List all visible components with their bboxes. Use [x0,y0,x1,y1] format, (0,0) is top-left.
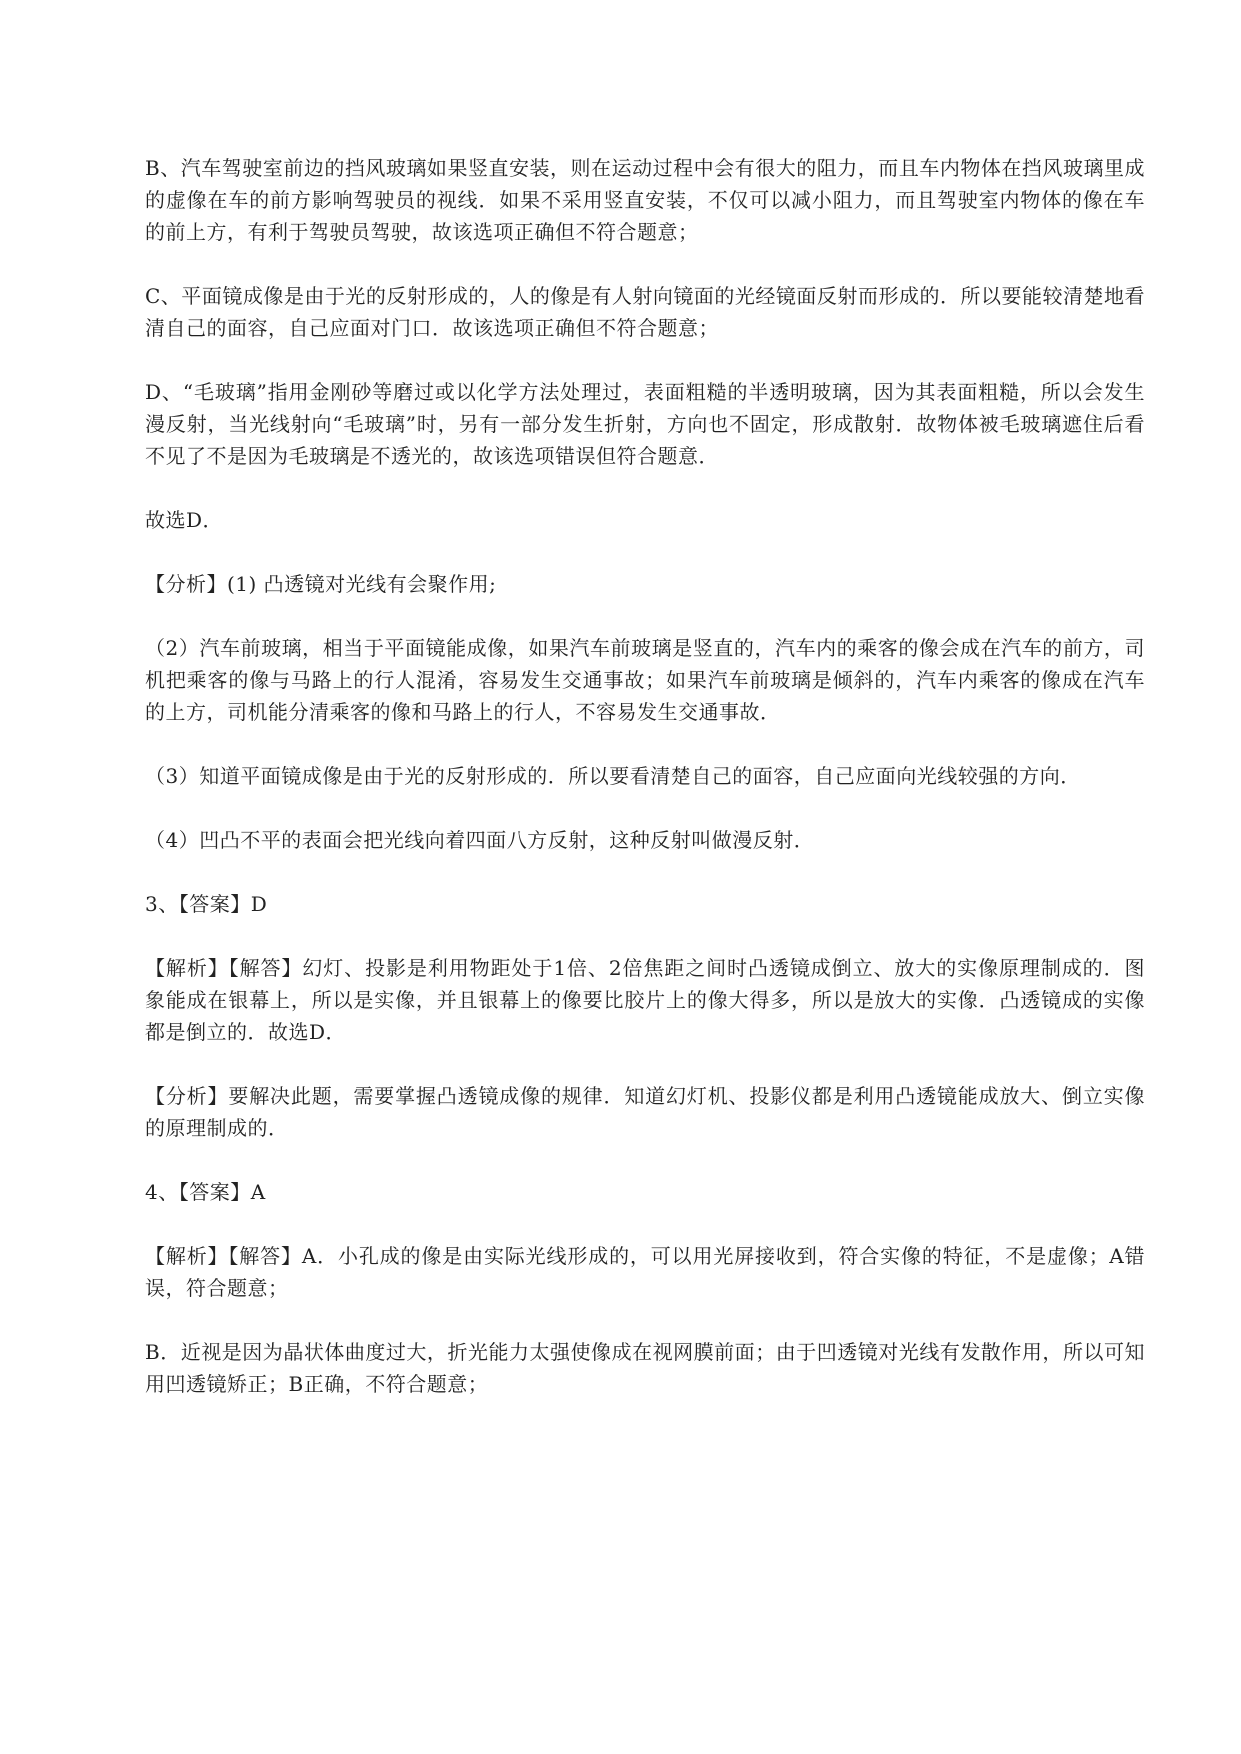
paragraph-analysis-2: （2）汽车前玻璃，相当于平面镜能成像，如果汽车前玻璃是竖直的，汽车内的乘客的像会成在汽车的前方，司机把乘客的像与马路上的行人混淆，容易发生交通事故；如果汽车前玻璃是倾斜的，汽车内乘客的像成在汽车的上方，司机能分清乘客的像和马路上的行人，不容易发生交通事故． [145,636,1145,724]
paragraph-option-b-windshield: B、汽车驾驶室前边的挡风玻璃如果竖直安装，则在运动过程中会有很大的阻力，而且车内物体在挡风玻璃里成的虚像在车的前方影响驾驶员的视线．如果不采用竖直安装，不仅可以减小阻力，而且驾驶室内物体的像在车的前上方，有利于驾驶员驾驶，故该选项正确但不符合题意； [145,156,1145,244]
question-4-explanation-a: 【解析】【解答】A．小孔成的像是由实际光线形成的，可以用光屏接收到，符合实像的特征，不是虚像；A错误，符合题意； [145,1244,1145,1300]
paragraph-option-c-mirror: C、平面镜成像是由于光的反射形成的，人的像是有人射向镜面的光经镜面反射而形成的．所以要能较清楚地看清自己的面容，自己应面对门口．故该选项正确但不符合题意； [145,284,1145,340]
paragraph-answer-choice-d: 故选D． [145,508,224,532]
paragraph-option-d-frosted-glass: D、“毛玻璃”指用金刚砂等磨过或以化学方法处理过，表面粗糙的半透明玻璃，因为其表面粗糙，所以会发生漫反射，当光线射向“毛玻璃”时，另有一部分发生折射，方向也不固定，形成散射．故物体被毛玻璃遮住后看不见了不是因为毛玻璃是不透光的，故该选项错误但符合题意． [145,380,1145,468]
question-3-explanation: 【解析】【解答】幻灯、投影是利用物距处于1倍、2倍焦距之间时凸透镜成倒立、放大的实像原理制成的．图象能成在银幕上，所以是实像，并且银幕上的像要比胶片上的像大得多，所以是放大的实像．凸透镜成的实像都是倒立的．故选D． [145,956,1145,1044]
paragraph-analysis-1: 【分析】(1) 凸透镜对光线有会聚作用; [145,572,497,596]
paragraph-analysis-3: （3）知道平面镜成像是由于光的反射形成的．所以要看清楚自己的面容，自己应面向光线较强的方向． [145,764,1081,788]
question-3-answer: 3、【答案】D [145,892,268,916]
document-body [145,152,1145,1432]
question-3-analysis: 【分析】要解决此题，需要掌握凸透镜成像的规律．知道幻灯机、投影仪都是利用凸透镜能成放大、倒立实像的原理制成的． [145,1084,1145,1140]
question-4-answer: 4、【答案】A [145,1180,266,1204]
paragraph-analysis-4: （4）凹凸不平的表面会把光线向着四面八方反射，这种反射叫做漫反射． [145,828,815,852]
question-4-explanation-b: B．近视是因为晶状体曲度过大，折光能力太强使像成在视网膜前面；由于凹透镜对光线有发散作用，所以可知用凹透镜矫正；B正确，不符合题意； [145,1340,1145,1396]
